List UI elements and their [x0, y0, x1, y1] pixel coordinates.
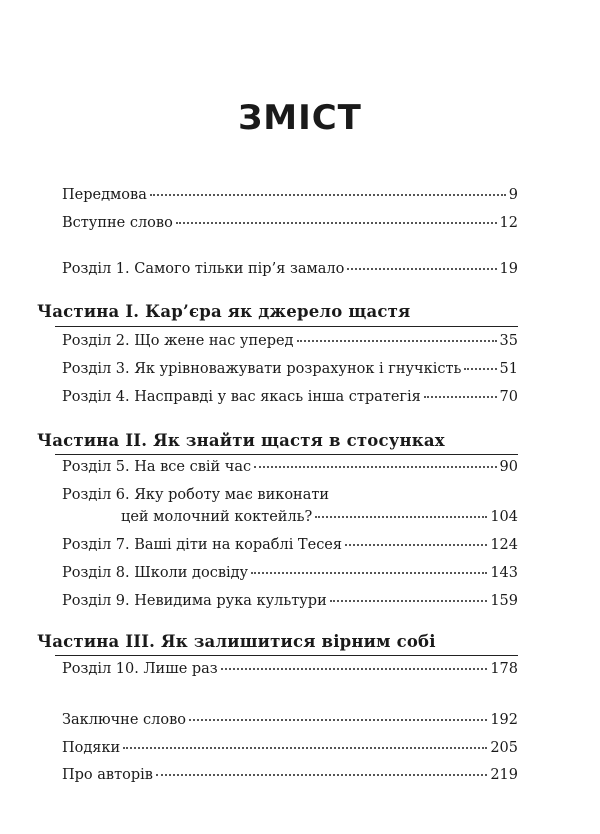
toc-entry-chapter-6-continued [121, 508, 518, 526]
toc-entry-label: Заключне слово [62, 712, 186, 728]
toc-entry-page: 219 [490, 767, 518, 783]
toc-entry-label: Подяки [62, 740, 121, 756]
toc-entry-label: Розділ 10. Лише раз [62, 661, 218, 677]
toc-entry-label: Розділ 2. Що жене нас уперед [62, 333, 294, 349]
part-heading-2: Частина II. Як знайти щастя в стосунках [37, 431, 445, 450]
toc-entry-label: Розділ 7. Ваші діти на кораблі Тесея [62, 537, 343, 553]
toc-entry-page: 178 [490, 661, 518, 677]
dot-leader [464, 367, 496, 370]
toc-entry-chapter-4 [62, 388, 518, 406]
toc-entry-page: 70 [499, 389, 518, 405]
dot-leader [123, 746, 487, 749]
toc-entry-chapter-10 [62, 660, 518, 678]
toc-entry-page: 12 [499, 215, 518, 231]
toc-entry-page: 51 [499, 361, 518, 377]
dot-leader [330, 599, 488, 602]
toc-entry-label: цей молочний коктейль? [121, 509, 313, 525]
toc-entry-page: 9 [508, 187, 518, 203]
toc-entry-label: Розділ 3. Як урівноважувати розрахунок і гнучкість [62, 361, 462, 377]
toc-entry-page: 143 [490, 565, 518, 581]
dot-leader [176, 221, 497, 224]
dot-leader [347, 267, 496, 270]
dot-leader [156, 773, 487, 776]
dot-leader [150, 193, 506, 196]
toc-entry-page: 192 [490, 712, 518, 728]
toc-entry-chapter-2 [62, 332, 518, 350]
part-heading-1: Частина I. Кар’єра як джерело щастя [37, 302, 411, 321]
toc-entry-chapter-5 [62, 458, 518, 476]
toc-entry-label: Розділ 5. На все свій час [62, 459, 252, 475]
dot-leader [189, 718, 487, 721]
dot-leader [345, 543, 487, 546]
toc-entry-label: Передмова [62, 187, 147, 203]
toc-entry-chapter-1 [62, 260, 518, 278]
part-heading-3: Частина III. Як залишитися вірним собі [37, 632, 436, 651]
part-rule [55, 655, 518, 656]
toc-entry-about-authors [62, 766, 518, 784]
dot-leader [254, 465, 496, 468]
dot-leader [221, 667, 488, 670]
toc-entry-page: 90 [499, 459, 518, 475]
toc-entry-intro [62, 214, 518, 232]
toc-entry-label: Розділ 9. Невидима рука культури [62, 593, 327, 609]
toc-entry-page: 35 [499, 333, 518, 349]
toc-entry-chapter-6: Розділ 6. Яку роботу має виконати [62, 487, 330, 503]
dot-leader [297, 339, 497, 342]
toc-entry-page: 104 [490, 509, 518, 525]
part-rule [55, 326, 518, 327]
toc-entry-label: Розділ 1. Самого тільки пір’я замало [62, 261, 345, 277]
toc-entry-chapter-7 [62, 536, 518, 554]
dot-leader [315, 515, 487, 518]
toc-entry-page: 205 [490, 740, 518, 756]
dot-leader [251, 571, 487, 574]
toc-entry-label: Про авторів [62, 767, 153, 783]
toc-entry-page: 19 [499, 261, 518, 277]
dot-leader [424, 395, 497, 398]
toc-entry-chapter-9 [62, 592, 518, 610]
toc-entry-chapter-8 [62, 564, 518, 582]
part-rule [55, 454, 518, 455]
toc-entry-label: Розділ 4. Насправді у вас якась інша стратегія [62, 389, 421, 405]
toc-entry-chapter-3 [62, 360, 518, 378]
toc-entry-page: 124 [490, 537, 518, 553]
page-title: ЗМІСТ [238, 98, 362, 138]
toc-entry-conclusion [62, 711, 518, 729]
toc-entry-label: Розділ 8. Школи досвіду [62, 565, 249, 581]
toc-entry-preface [62, 186, 518, 204]
toc-entry-page: 159 [490, 593, 518, 609]
toc-entry-label: Вступне слово [62, 215, 173, 231]
toc-entry-acknowledgements [62, 739, 518, 757]
